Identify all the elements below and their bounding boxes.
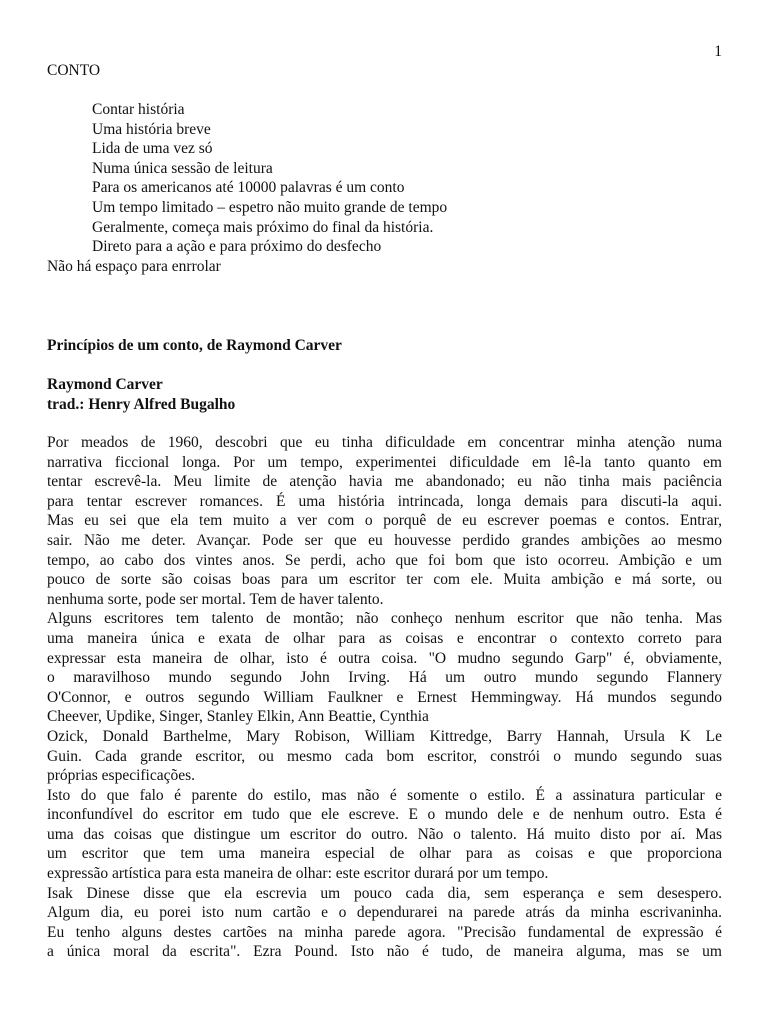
paragraph-line: nenhuma sorte, pode ser mortal. Tem de haver talento. [47, 590, 384, 608]
list-item: Lida de uma vez só [92, 140, 213, 158]
paragraph-line: inconfundível do escritor em tudo que ele escreve. E o mundo dele e de nenhum outro. Esta é [47, 806, 722, 824]
paragraph-line: um escritor que tem uma maneira especial de olhar para as coisas e que proporciona [47, 845, 722, 863]
paragraph-line: Isak Dinese disse que ela escrevia um pouco cada dia, sem esperança e sem desespero. [47, 884, 722, 902]
paragraph-line: Algum dia, eu porei isto num cartão e o dependurarei na parede atrás da minha escrivaninha. [47, 904, 722, 922]
paragraph-line: tempo, ao cabo dos vintes anos. Se perdi, acho que foi bom que isto ocorreu. Ambição e um [47, 551, 722, 569]
list-item: Um tempo limitado – espetro não muito grande de tempo [92, 198, 448, 216]
byline [47, 375, 722, 414]
paragraph-line: Mas eu sei que ela tem muito a ver com o porquê de eu escrever poemas e contos. Entrar, [47, 512, 722, 530]
section-heading: CONTO [47, 62, 101, 79]
list-item: Geralmente, começa mais próximo do final da história. [92, 218, 434, 236]
list-item: Uma história breve [92, 120, 211, 138]
paragraph-line: Cheever, Updike, Singer, Stanley Elkin, Ann Beattie, Cynthia [47, 708, 429, 726]
list-item: Numa única sessão de leitura [92, 159, 273, 177]
paragraph-line: Por meados de 1960, descobri que eu tinha dificuldade em concentrar minha atenção numa [47, 434, 722, 451]
paragraph-line: a única moral da escrita". Ezra Pound. Isto não é tudo, de maneira alguma, mas se um [47, 943, 722, 961]
paragraph-line: Alguns escritores tem talento de montão; não conheço nenhum escritor que não tenha. Mas [47, 610, 722, 628]
paragraph-line: uma maneira única e exata de olhar para as coisas e encontrar o contexto correto para [47, 629, 722, 647]
paragraph-line: expressão artística para esta maneira de olhar: este escritor durará por um tempo. [47, 865, 549, 883]
paragraph [47, 884, 722, 962]
paragraph-line: O'Connor, e outros segundo William Faulkner e Ernest Hemmingway. Há mundos segundo [47, 688, 722, 706]
translator-credit: trad.: Henry Alfred Bugalho [47, 395, 236, 413]
paragraph-line: Isto do que falo é parente do estilo, mas não é somente o estilo. É a assinatura particular e [47, 786, 722, 804]
paragraph-line: tentar escrevê-la. Meu limite de atenção havia me abandonado; eu não tinha mais paciência [47, 473, 722, 491]
paragraph-line: para tentar escrever romances. É uma história intrincada, longa demais para discuti-la aqui. [47, 492, 722, 510]
paragraph-line: Eu tenho alguns destes cartões na minha parede agora. "Precisão fundamental de expressão é [47, 923, 722, 941]
paragraph-line: sair. Não me deter. Avançar. Pode ser que eu houvesse perdido grandes ambições ao mesmo [47, 531, 722, 549]
article-body [47, 433, 722, 962]
paragraph-line: narrativa ficcional longa. Por um tempo, experimentei dificuldade em lê-la tanto quanto em [47, 453, 722, 471]
list-item: Contar história [92, 101, 185, 118]
list-item: Para os americanos até 10000 palavras é um conto [92, 179, 405, 197]
bullet-list [47, 100, 722, 276]
author-name: Raymond Carver [47, 376, 163, 393]
paragraph-line: uma das coisas que distingue um escritor do outro. Não o talento. Há muito disto por aí. Mas [47, 825, 722, 843]
paragraph-line: pouco de sorte são coisas boas para um escritor ter com ele. Muita ambição e má sorte, ou [47, 571, 722, 589]
paragraph-line: o maravilhoso mundo segundo John Irving. Há um outro mundo segundo Flannery [47, 669, 722, 687]
paragraph [47, 786, 722, 884]
page-number: 1 [714, 43, 722, 60]
paragraph [47, 433, 722, 609]
paragraph-line: Ozick, Donald Barthelme, Mary Robison, William Kittredge, Barry Hannah, Ursula K Le [47, 727, 722, 745]
closing-line: Não há espaço para enrrolar [47, 257, 221, 275]
paragraph-line: expressar esta maneira de olhar, isto é outra coisa. "O mudno segundo Garp" é, obviamente, [47, 649, 722, 667]
list-item: Direto para a ação e para próximo do desfecho [92, 238, 382, 256]
article-title: Princípios de um conto, de Raymond Carver [47, 337, 342, 354]
paragraph-line: Guin. Cada grande escritor, ou mesmo cada bom escritor, constrói o mundo segundo suas [47, 747, 722, 765]
paragraph [47, 609, 722, 785]
paragraph-line: próprias especificações. [47, 767, 196, 785]
